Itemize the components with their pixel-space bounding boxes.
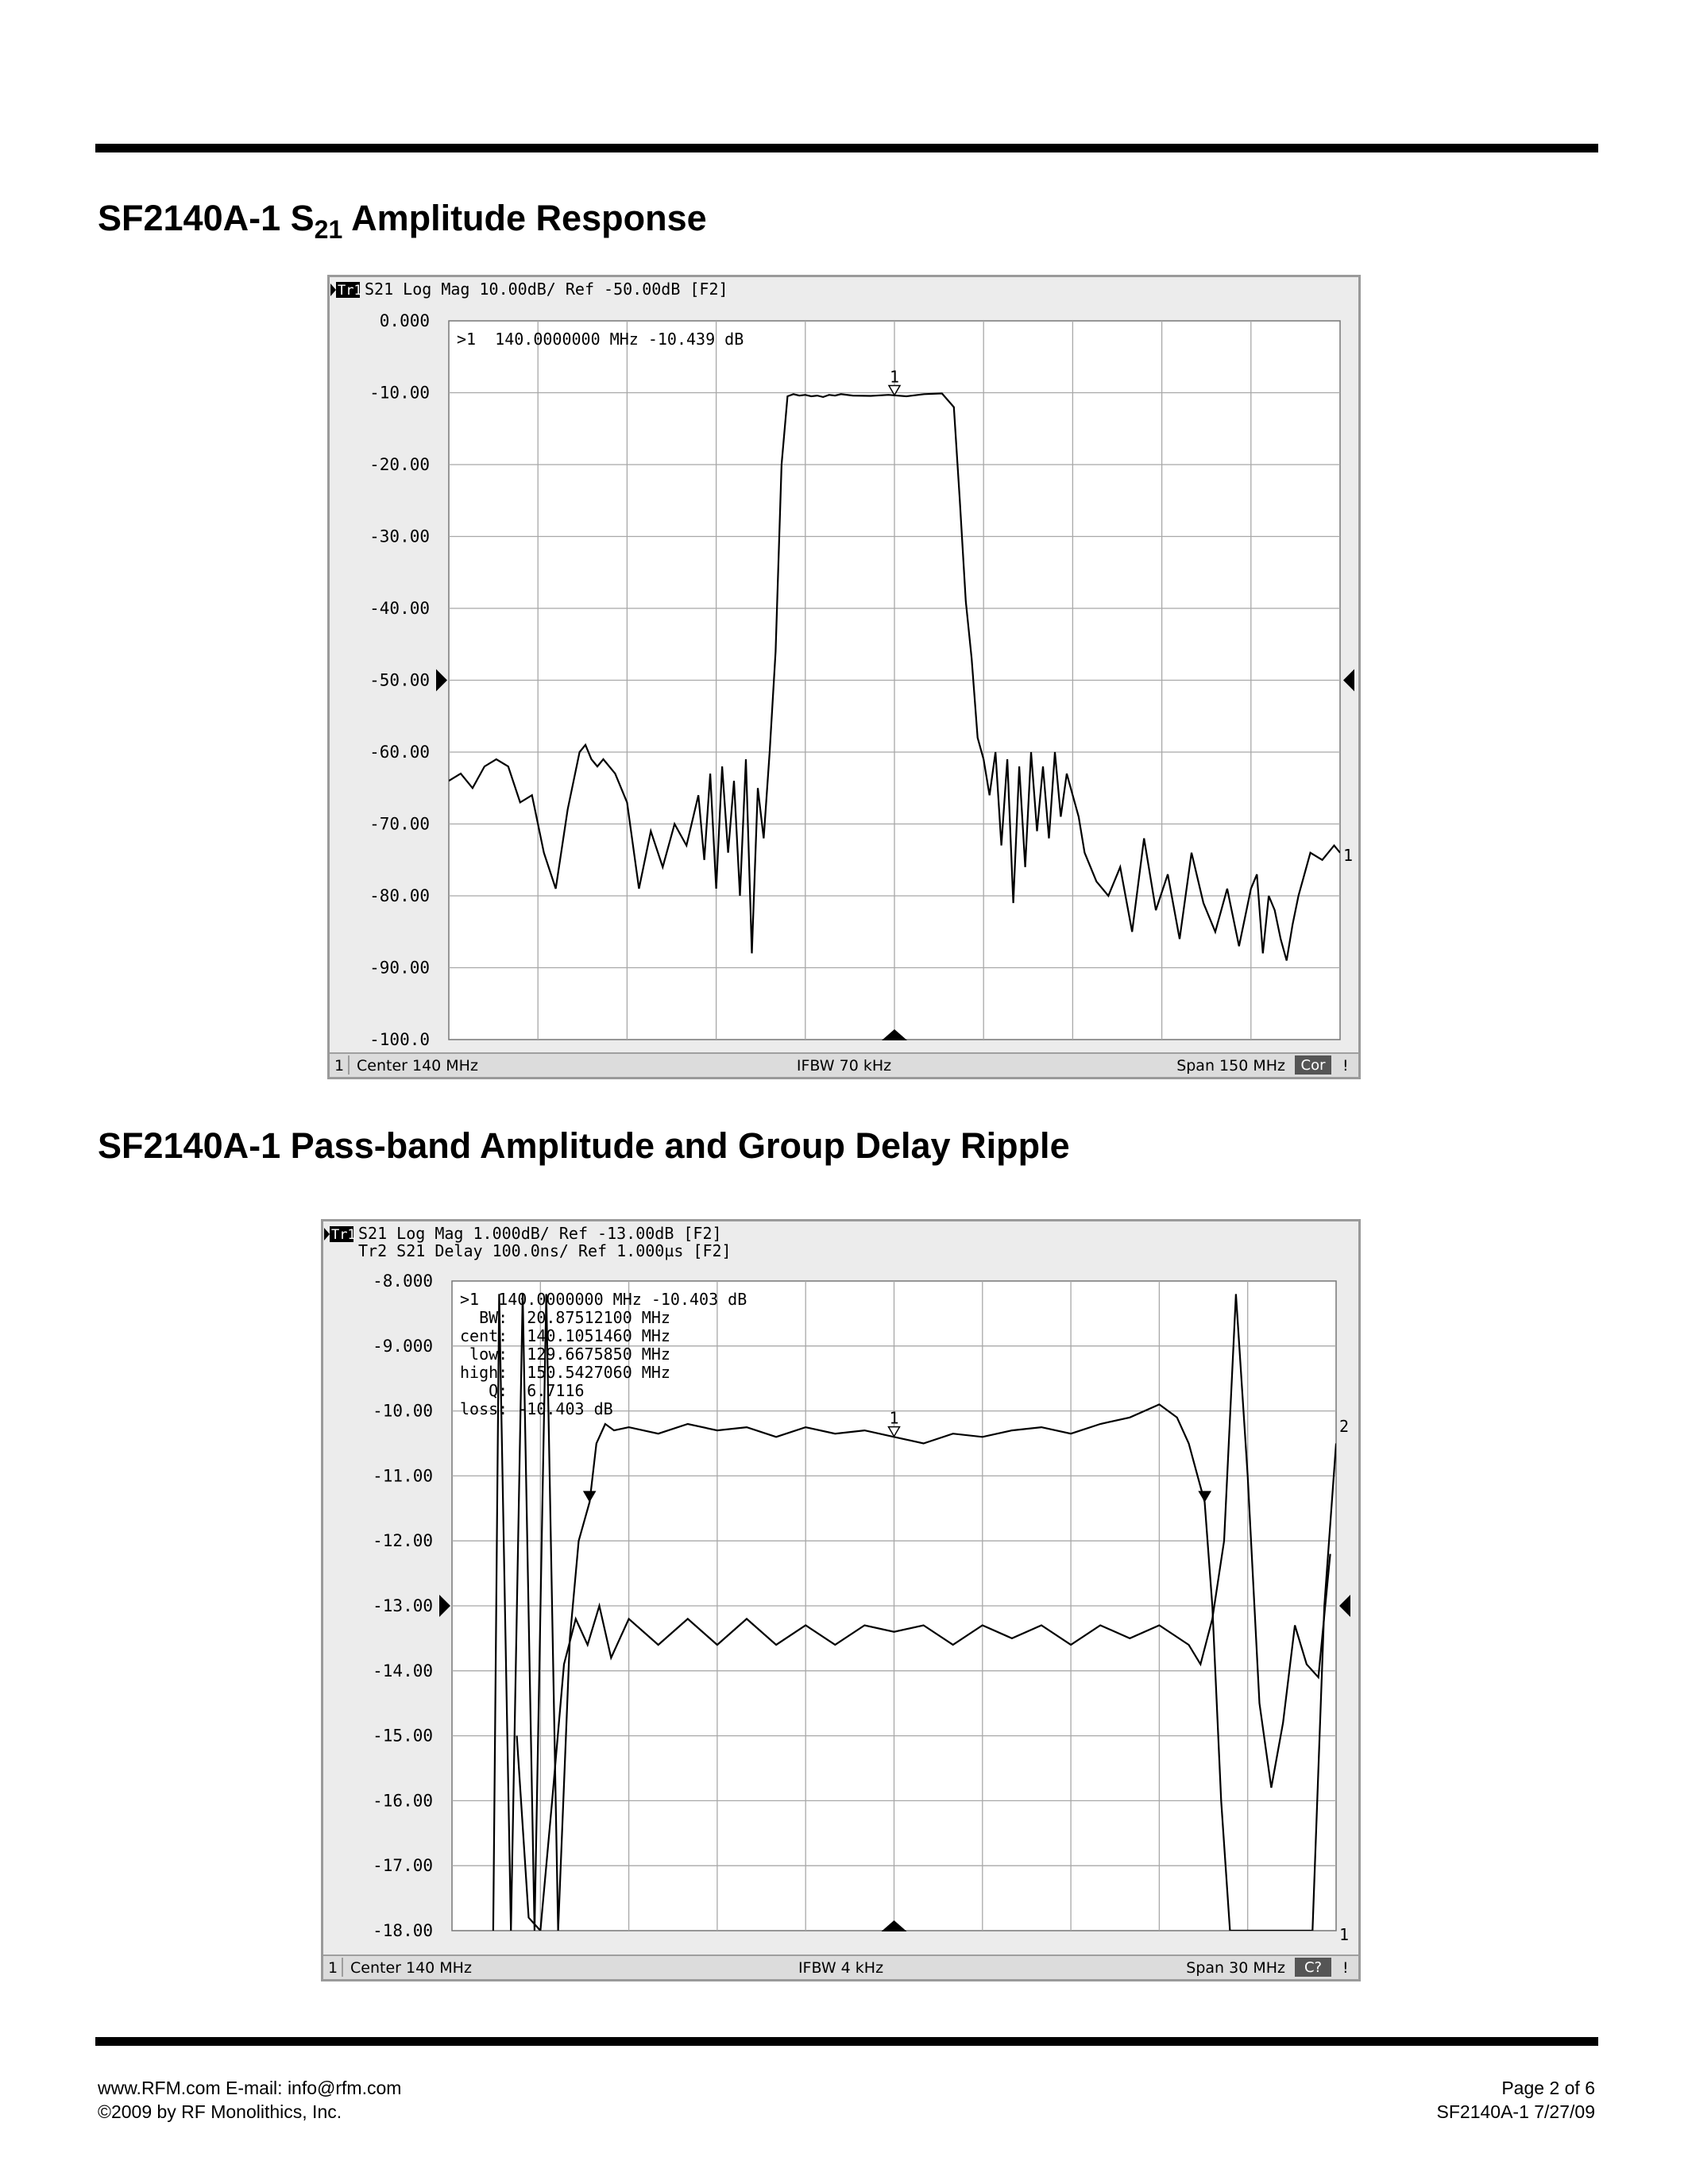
active-trace-arrow-icon xyxy=(324,1228,330,1241)
y-tick-label: -12.00 xyxy=(373,1531,433,1551)
y-tick-label: -80.00 xyxy=(369,886,430,905)
passband-ripple-svg xyxy=(323,1221,1358,1979)
status-channel: 1 xyxy=(334,1057,345,1075)
ref-level-right-arrow-icon xyxy=(1343,669,1354,692)
status-correction: Cor xyxy=(1300,1057,1326,1074)
marker-readout-line: >1 140.0000000 MHz -10.403 dB xyxy=(460,1290,747,1309)
y-tick-label: -16.00 xyxy=(373,1791,433,1811)
status-center: Center 140 MHz xyxy=(350,1959,472,1977)
footer-copyright: ©2009 by RF Monolithics, Inc. xyxy=(98,2101,342,2122)
y-tick-label: -8.000 xyxy=(373,1271,433,1291)
y-tick-label: -13.00 xyxy=(373,1596,433,1615)
ref-level-left-arrow-icon xyxy=(439,1595,450,1617)
status-correction: C? xyxy=(1304,1959,1323,1976)
trace-2-end-label: 2 xyxy=(1339,1417,1350,1436)
marker-readout-line: high: 150.5427060 MHz xyxy=(460,1363,670,1382)
y-tick-label: -30.00 xyxy=(369,527,430,546)
y-tick-label: -9.000 xyxy=(373,1336,433,1356)
ref-level-left-arrow-icon xyxy=(436,669,447,692)
y-tick-label: -100.0 xyxy=(369,1030,430,1049)
y-tick-label: -70.00 xyxy=(369,814,430,834)
trace-header-0: S21 Log Mag 10.00dB/ Ref -50.00dB [F2] xyxy=(365,280,728,299)
trace-tag: Tr1 xyxy=(331,1227,356,1243)
y-tick-label: -20.00 xyxy=(369,455,430,474)
status-channel: 1 xyxy=(328,1959,338,1977)
marker-label: 1 xyxy=(889,1408,899,1428)
top-rule xyxy=(95,144,1598,152)
y-tick-label: -17.00 xyxy=(373,1856,433,1876)
y-tick-label: 0.000 xyxy=(379,311,430,330)
trace-header-1: Tr2 S21 Delay 100.0ns/ Ref 1.000µs [F2] xyxy=(358,1241,732,1260)
y-tick-label: -11.00 xyxy=(373,1466,433,1486)
y-tick-label: -40.00 xyxy=(369,599,430,618)
trace-tag: Tr1 xyxy=(338,283,362,299)
y-tick-label: -90.00 xyxy=(369,958,430,978)
title-prefix: SF2140A-1 S xyxy=(98,198,315,238)
y-tick-label: -14.00 xyxy=(373,1661,433,1680)
passband-ripple-title: SF2140A-1 Pass-band Amplitude and Group Delay Ripple xyxy=(98,1125,1070,1166)
marker-readout-line: cent: 140.1051460 MHz xyxy=(460,1326,670,1345)
trace-end-label: 1 xyxy=(1339,1925,1350,1944)
passband-ripple-chart xyxy=(321,1219,1361,1981)
active-trace-arrow-icon xyxy=(330,284,336,296)
title-suffix: Amplitude Response xyxy=(342,198,707,238)
status-span: Span 150 MHz xyxy=(1176,1057,1285,1075)
y-tick-label: -10.00 xyxy=(369,383,430,403)
amplitude-response-chart xyxy=(327,275,1361,1079)
y-tick-label: -60.00 xyxy=(369,743,430,762)
status-center: Center 140 MHz xyxy=(357,1057,478,1075)
marker-readout-line: >1 140.0000000 MHz -10.439 dB xyxy=(457,330,744,349)
footer-left xyxy=(98,2076,401,2124)
marker-readout-line: low: 129.6675850 MHz xyxy=(460,1345,670,1364)
status-flag: ! xyxy=(1342,1057,1349,1075)
marker-readout-line: BW: 20.87512100 MHz xyxy=(460,1308,670,1327)
marker-label: 1 xyxy=(889,367,900,387)
marker-readout-line: loss: -10.403 dB xyxy=(460,1399,613,1418)
trace-header-0: S21 Log Mag 1.000dB/ Ref -13.00dB [F2] xyxy=(358,1224,722,1243)
y-tick-label: -18.00 xyxy=(373,1921,433,1940)
status-ifbw: IFBW 70 kHz xyxy=(796,1057,892,1075)
y-tick-label: -10.00 xyxy=(373,1401,433,1421)
footer-doc-id: SF2140A-1 7/27/09 xyxy=(1436,2101,1595,2122)
footer-page-number: Page 2 of 6 xyxy=(1501,2078,1595,2098)
y-tick-label: -50.00 xyxy=(369,670,430,690)
amplitude-response-svg xyxy=(330,277,1358,1077)
amplitude-response-title xyxy=(98,200,707,242)
status-span: Span 30 MHz xyxy=(1186,1959,1285,1977)
title-subscript: 21 xyxy=(314,215,343,244)
y-tick-label: -15.00 xyxy=(373,1726,433,1746)
trace-end-label: 1 xyxy=(1343,846,1354,865)
status-ifbw: IFBW 4 kHz xyxy=(798,1959,884,1977)
footer-right xyxy=(1437,2076,1595,2124)
status-flag: ! xyxy=(1342,1959,1349,1977)
footer-contact: www.RFM.com E-mail: info@rfm.com xyxy=(98,2078,402,2098)
ref-level-right-arrow-icon xyxy=(1339,1595,1350,1617)
marker-readout-line: Q: 6.7116 xyxy=(460,1381,585,1400)
bottom-rule xyxy=(95,2037,1598,2046)
